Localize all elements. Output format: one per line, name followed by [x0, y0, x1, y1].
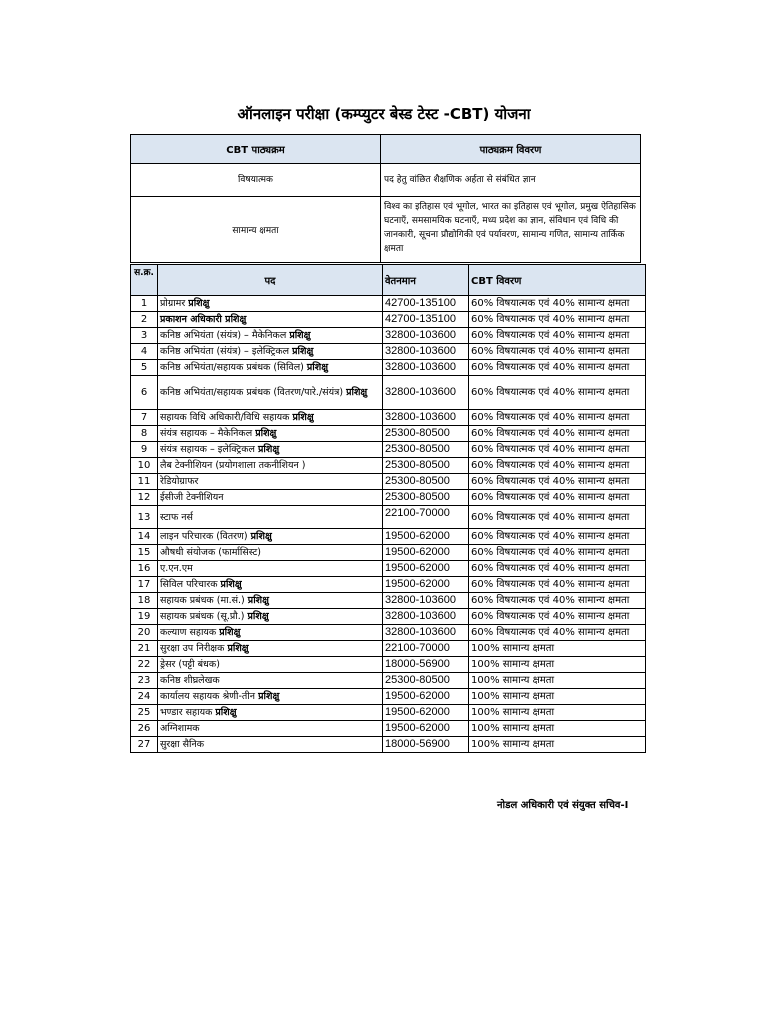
post-name: कल्याण सहायक [160, 627, 217, 638]
post-name: लैब टेक्नीशियन (प्रयोगशाला तकनीशियन ) [160, 460, 306, 471]
row-pay: 22100-70000 [383, 641, 469, 657]
post-name: ईसीजी टेक्नीशियन [160, 492, 224, 503]
post-name: कनिष्ठ शीघ्रलेखक [160, 675, 220, 686]
table-row [131, 360, 646, 376]
row-post [158, 721, 383, 737]
row-post [158, 344, 383, 360]
row-sr: 16 [131, 561, 158, 577]
post-suffix: प्रशिक्षु [250, 531, 272, 542]
table-row [131, 705, 646, 721]
row-post [158, 609, 383, 625]
table-row [131, 312, 646, 328]
row-sr: 7 [131, 410, 158, 426]
row-pay: 32800-103600 [383, 328, 469, 344]
post-name: ए.एन.एम [160, 563, 193, 574]
row-post [158, 506, 383, 529]
row-cbt: 100% सामान्य क्षमता [469, 721, 646, 737]
table-row [131, 545, 646, 561]
row-post [158, 673, 383, 689]
row-pay: 32800-103600 [383, 344, 469, 360]
table-row [131, 474, 646, 490]
posts-table [130, 264, 646, 753]
row-sr: 24 [131, 689, 158, 705]
row-post [158, 410, 383, 426]
row-sr: 19 [131, 609, 158, 625]
post-suffix: प्रशिक्षु [306, 362, 329, 373]
row-sr: 13 [131, 506, 158, 529]
post-name: स्टाफ नर्स [160, 511, 193, 523]
syllabus-detail: पद हेतु वांछित शैक्षणिक अर्हता से संबंधित ज्ञान [381, 164, 641, 197]
row-pay: 18000-56900 [383, 737, 469, 753]
row-sr: 2 [131, 312, 158, 328]
table-row [131, 328, 646, 344]
row-cbt: 60% विषयात्मक एवं 40% सामान्य क्षमता [469, 344, 646, 360]
post-suffix: प्रशिक्षु [258, 444, 280, 455]
row-pay: 19500-62000 [383, 529, 469, 545]
row-cbt: 60% विषयात्मक एवं 40% सामान्य क्षमता [469, 296, 646, 312]
row-cbt: 60% विषयात्मक एवं 40% सामान्य क्षमता [469, 577, 646, 593]
row-cbt: 60% विषयात्मक एवं 40% सामान्य क्षमता [469, 625, 646, 641]
table-row [131, 641, 646, 657]
row-pay: 25300-80500 [383, 673, 469, 689]
row-pay: 18000-56900 [383, 657, 469, 673]
row-post [158, 657, 383, 673]
row-cbt: 60% विषयात्मक एवं 40% सामान्य क्षमता [469, 410, 646, 426]
row-cbt: 100% सामान्य क्षमता [469, 689, 646, 705]
header-post: पद [158, 265, 383, 296]
post-name: सहायक प्रबंधक (मा.सं.) [160, 595, 245, 606]
row-post [158, 561, 383, 577]
post-suffix: प्रशिक्षु [255, 428, 277, 439]
post-suffix: प्रशिक्षु [292, 346, 314, 357]
row-pay: 32800-103600 [383, 376, 469, 410]
row-post [158, 442, 383, 458]
row-pay: 25300-80500 [383, 490, 469, 506]
table-row [131, 344, 646, 360]
row-pay: 42700-135100 [383, 296, 469, 312]
row-sr: 5 [131, 360, 158, 376]
row-pay: 19500-62000 [383, 577, 469, 593]
row-pay: 32800-103600 [383, 609, 469, 625]
row-cbt: 60% विषयात्मक एवं 40% सामान्य क्षमता [469, 376, 646, 410]
post-name: कनिष्ठ अभियंता/सहायक प्रबंधक (वितरण/पारे./संयंत्र) [160, 386, 344, 398]
row-sr: 23 [131, 673, 158, 689]
row-sr: 9 [131, 442, 158, 458]
row-cbt: 100% सामान्य क्षमता [469, 641, 646, 657]
signature-text: नोडल अधिकारी एवं संयुक्त सचिव-I [497, 800, 629, 811]
row-cbt: 100% सामान्य क्षमता [469, 673, 646, 689]
row-cbt: 60% विषयात्मक एवं 40% सामान्य क्षमता [469, 426, 646, 442]
row-post [158, 328, 383, 344]
header-cbt: CBT विवरण [469, 265, 646, 296]
row-cbt: 100% सामान्य क्षमता [469, 657, 646, 673]
table-row [131, 737, 646, 753]
table-row [131, 296, 646, 312]
syllabus-row [131, 164, 641, 197]
row-post [158, 360, 383, 376]
post-suffix: प्रशिक्षु [289, 330, 311, 341]
row-cbt: 100% सामान्य क्षमता [469, 705, 646, 721]
row-pay: 32800-103600 [383, 410, 469, 426]
table-row [131, 458, 646, 474]
row-post [158, 577, 383, 593]
post-suffix: प्रकाशन अधिकारी प्रशिक्षु [160, 314, 247, 325]
post-name: ड्रेसर (पट्टी बंधक) [160, 659, 220, 670]
post-name: प्रोग्रामर [160, 298, 186, 309]
post-name: संयंत्र सहायक – मैकेनिकल [160, 428, 253, 439]
row-sr: 4 [131, 344, 158, 360]
post-name: सहायक प्रबंधक (सू.प्रौ.) [160, 611, 245, 622]
post-name: भण्डार सहायक [160, 707, 213, 718]
row-sr: 26 [131, 721, 158, 737]
row-sr: 22 [131, 657, 158, 673]
row-cbt: 100% सामान्य क्षमता [469, 737, 646, 753]
row-cbt: 60% विषयात्मक एवं 40% सामान्य क्षमता [469, 545, 646, 561]
post-name: सुरक्षा उप निरीक्षक [160, 643, 225, 654]
post-name: औषधी संयोजक (फार्मासिस्ट) [160, 547, 261, 558]
row-post [158, 312, 383, 328]
row-post [158, 529, 383, 545]
row-sr: 20 [131, 625, 158, 641]
row-post [158, 490, 383, 506]
row-post [158, 705, 383, 721]
syllabus-row [131, 197, 641, 263]
row-sr: 17 [131, 577, 158, 593]
table-row [131, 673, 646, 689]
row-post [158, 641, 383, 657]
row-post [158, 545, 383, 561]
post-suffix: प्रशिक्षु [227, 643, 249, 654]
table-row [131, 426, 646, 442]
row-sr: 14 [131, 529, 158, 545]
row-post [158, 474, 383, 490]
row-cbt: 60% विषयात्मक एवं 40% सामान्य क्षमता [469, 442, 646, 458]
row-pay: 25300-80500 [383, 458, 469, 474]
table-row [131, 442, 646, 458]
row-cbt: 60% विषयात्मक एवं 40% सामान्य क्षमता [469, 593, 646, 609]
row-pay: 25300-80500 [383, 426, 469, 442]
table-row [131, 410, 646, 426]
row-cbt: 60% विषयात्मक एवं 40% सामान्य क्षमता [469, 312, 646, 328]
row-post [158, 296, 383, 312]
header-pay: वेतनमान [383, 265, 469, 296]
row-pay: 19500-62000 [383, 689, 469, 705]
row-post [158, 689, 383, 705]
row-cbt: 60% विषयात्मक एवं 40% सामान्य क्षमता [469, 474, 646, 490]
table-row [131, 625, 646, 641]
syllabus-course: सामान्य क्षमता [131, 197, 381, 263]
row-pay: 42700-135100 [383, 312, 469, 328]
post-name: सुरक्षा सैनिक [160, 739, 205, 750]
syllabus-header-row [131, 135, 641, 164]
post-name: सिविल परिचारक [160, 579, 218, 590]
row-pay: 25300-80500 [383, 474, 469, 490]
post-suffix: प्रशिक्षु [247, 611, 269, 622]
row-sr: 10 [131, 458, 158, 474]
table-row [131, 561, 646, 577]
row-post [158, 458, 383, 474]
row-cbt: 60% विषयात्मक एवं 40% सामान्य क्षमता [469, 490, 646, 506]
post-suffix: प्रशिक्षु [258, 691, 280, 702]
row-sr: 8 [131, 426, 158, 442]
syllabus-header-detail: पाठ्यक्रम विवरण [381, 135, 641, 164]
row-cbt: 60% विषयात्मक एवं 40% सामान्य क्षमता [469, 360, 646, 376]
table-row [131, 577, 646, 593]
post-name: कार्यालय सहायक श्रेणी-तीन [160, 691, 256, 702]
post-suffix: प्रशिक्षु [292, 412, 314, 423]
syllabus-course: विषयात्मक [131, 164, 381, 197]
table-row [131, 609, 646, 625]
row-post [158, 376, 383, 410]
row-sr: 11 [131, 474, 158, 490]
post-name: रेडियोग्राफर [160, 476, 199, 487]
row-sr: 1 [131, 296, 158, 312]
row-pay: 19500-62000 [383, 721, 469, 737]
post-name: कनिष्ठ अभियंता/सहायक प्रबंधक (सिविल) [160, 362, 304, 373]
table-row [131, 689, 646, 705]
post-suffix: प्रशिक्षु [215, 707, 237, 718]
row-pay: 32800-103600 [383, 360, 469, 376]
post-name: कनिष्ठ अभियंता (संयंत्र) – इलेक्ट्रिकल [160, 346, 290, 357]
row-cbt: 60% विषयात्मक एवं 40% सामान्य क्षमता [469, 458, 646, 474]
post-name: लाइन परिचारक (वितरण) [160, 531, 248, 542]
row-pay: 32800-103600 [383, 593, 469, 609]
row-cbt: 60% विषयात्मक एवं 40% सामान्य क्षमता [469, 561, 646, 577]
row-cbt: 60% विषयात्मक एवं 40% सामान्य क्षमता [469, 529, 646, 545]
post-name: सहायक विधि अधिकारी/विधि सहायक [160, 412, 290, 423]
table-row [131, 593, 646, 609]
table-row [131, 376, 646, 410]
row-sr: 15 [131, 545, 158, 561]
table-row [131, 529, 646, 545]
row-pay: 19500-62000 [383, 705, 469, 721]
table-row [131, 721, 646, 737]
post-suffix: प्रशिक्षु [219, 627, 241, 638]
row-pay: 25300-80500 [383, 442, 469, 458]
row-cbt: 60% विषयात्मक एवं 40% सामान्य क्षमता [469, 609, 646, 625]
row-sr: 3 [131, 328, 158, 344]
table-row [131, 506, 646, 529]
table-row [131, 490, 646, 506]
table-row [131, 657, 646, 673]
row-sr: 6 [131, 376, 158, 410]
posts-header-row [131, 265, 646, 296]
syllabus-header-course: CBT पाठ्यक्रम [131, 135, 381, 164]
row-pay: 22100-70000 [383, 506, 469, 529]
header-sr: स.क्र. [131, 265, 158, 296]
syllabus-detail: विश्व का इतिहास एवं भूगोल, भारत का इतिहास एवं भूगोल, प्रमुख ऐतिहासिक घटनाएँ, समसामयिक घटनाएँ, मध्य प्रदेश का ज्ञान, संविधान एवं विधि की जानकारी, सूचना प्रौद्योगिकी एवं पर्यावरण, सामान्य गणित, सामान्य तार्किक क्षमता [381, 197, 641, 263]
row-post [158, 625, 383, 641]
row-sr: 18 [131, 593, 158, 609]
row-sr: 25 [131, 705, 158, 721]
post-name: कनिष्ठ अभियंता (संयंत्र) – मैकेनिकल [160, 330, 287, 341]
row-pay: 19500-62000 [383, 561, 469, 577]
syllabus-table [130, 134, 641, 263]
post-name: अग्निशामक [160, 723, 200, 734]
row-cbt: 60% विषयात्मक एवं 40% सामान्य क्षमता [469, 506, 646, 529]
row-cbt: 60% विषयात्मक एवं 40% सामान्य क्षमता [469, 328, 646, 344]
post-suffix: प्रशिक्षु [220, 579, 242, 590]
post-suffix: प्रशिक्षु [247, 595, 269, 606]
page-title: ऑनलाइन परीक्षा (कम्प्युटर बेस्ड टेस्ट -CBT) योजना [237, 105, 531, 123]
row-post [158, 593, 383, 609]
post-suffix: प्रशिक्षु [346, 386, 368, 398]
row-post [158, 737, 383, 753]
row-pay: 19500-62000 [383, 545, 469, 561]
row-sr: 27 [131, 737, 158, 753]
row-sr: 12 [131, 490, 158, 506]
row-sr: 21 [131, 641, 158, 657]
post-name: संयंत्र सहायक – इलेक्ट्रिकल [160, 444, 255, 455]
row-post [158, 426, 383, 442]
post-suffix: प्रशिक्षु [188, 298, 210, 309]
row-pay: 32800-103600 [383, 625, 469, 641]
